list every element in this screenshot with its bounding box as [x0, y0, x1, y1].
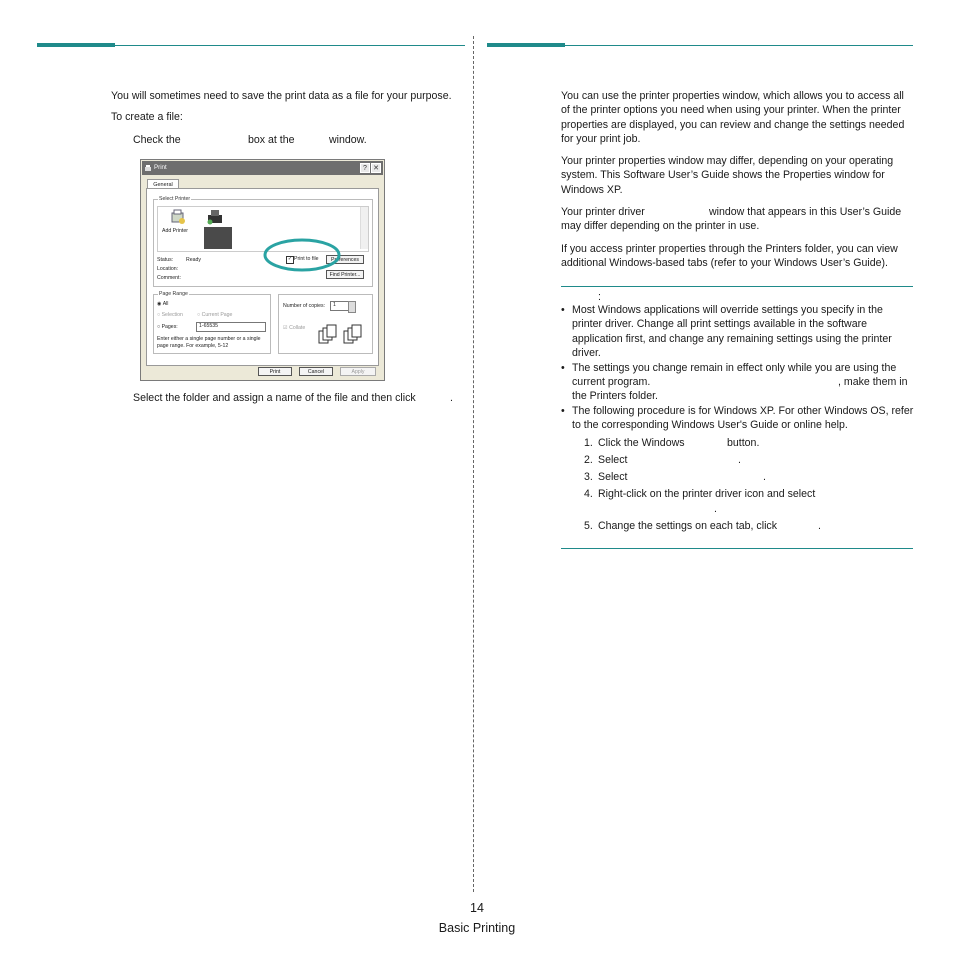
intro-text: You will sometimes need to save the print data as a file for your purpose. [111, 90, 452, 102]
selected-printer-tile[interactable] [204, 227, 232, 249]
radio-pages[interactable]: ○ Pages: [157, 324, 178, 330]
bullet-text: Most Windows applications will override settings you specify in the printer driver. Change all print settings available in the software application first, and change any remaining settings using the printer driver. [572, 304, 892, 359]
step-text-b: . [763, 471, 766, 483]
copies-label: Number of copies: [283, 303, 326, 309]
bullet-dot: • [561, 405, 565, 417]
right-header-accent [487, 43, 565, 47]
location-label: Location: [157, 266, 179, 272]
radio-current-page[interactable]: ○ Current Page [197, 312, 233, 318]
right-header-rule [565, 45, 913, 46]
step-number: 5. [584, 520, 593, 532]
bullet-dot: • [561, 362, 565, 374]
page-range-label: Page Range [159, 291, 188, 297]
step1-text-c: window. [329, 134, 367, 146]
radio-selection[interactable]: ○ Selection [157, 312, 183, 318]
step-text-b: . [714, 503, 717, 515]
step2-text-a: Select the folder and assign a name of the file and then click [133, 392, 416, 404]
general-panel [146, 188, 379, 366]
procedure-step-3 [584, 470, 766, 484]
note-bottom-rule [561, 548, 913, 549]
dialog-title: Print [154, 164, 167, 171]
preferences-button[interactable]: Preferences [326, 255, 364, 264]
copies-input[interactable]: 1 [330, 301, 350, 311]
step-number: 2. [584, 454, 593, 466]
print-button[interactable]: Print [258, 367, 292, 376]
highlight-ellipse [262, 236, 344, 274]
radio-all-label: All [162, 301, 169, 307]
help-button[interactable]: ? [360, 163, 370, 173]
pages-input[interactable]: 1-65535 [196, 322, 266, 332]
step-text-b: . [738, 454, 741, 466]
procedure-step-4 [584, 487, 816, 515]
step-text-a: Change the settings on each tab, click [598, 520, 778, 532]
collate-label: Collate [289, 325, 306, 331]
page-hint-2: page range. For example, 5-12 [157, 343, 229, 349]
dialog-titlebar [142, 161, 383, 175]
step-text-a: Click the Windows [598, 437, 685, 449]
copies-stepper[interactable] [348, 301, 356, 313]
apply-button[interactable]: Apply [340, 367, 376, 376]
driver-text-b: window that appears in this User’s Guide may differ depending on the printer in use. [561, 206, 902, 233]
printer-device-icon[interactable] [206, 209, 224, 225]
bullet-text: The following procedure is for Windows XP. For other Windows OS, refer to the corresponding Windows User's Guide or online help. [572, 405, 914, 432]
printers-folder-note: If you access printer properties through the Printers folder, you can view additional Windows-based tabs (refer to your Windows User’s Guide). [561, 243, 898, 270]
printer-list-scrollbar[interactable] [360, 207, 368, 249]
cancel-button[interactable]: Cancel [299, 367, 333, 376]
step-number: 1. [584, 437, 593, 449]
bullet-dot: • [561, 304, 565, 316]
step2-text-b: . [450, 392, 453, 404]
to-create-text: To create a file: [111, 111, 183, 123]
print-to-file-checkbox[interactable]: ✓ [287, 256, 293, 262]
printer-icon [144, 164, 152, 172]
step-number: 3. [584, 471, 593, 483]
driver-text-a: Your printer driver [561, 206, 645, 218]
add-printer-label: Add Printer [162, 228, 188, 234]
procedure-step-2 [584, 453, 741, 467]
step-number: 4. [584, 488, 593, 500]
page-hint-1: Enter either a single page number or a single [157, 336, 261, 342]
find-printer-button[interactable]: Find Printer... [326, 270, 364, 279]
tab-general[interactable]: General [147, 179, 179, 190]
status-value: Ready [186, 257, 201, 263]
left-header-rule [115, 45, 465, 46]
footer-section-title: Basic Printing [438, 921, 516, 935]
procedure-step-5 [584, 519, 821, 533]
radio-selection-label: Selection [161, 312, 183, 318]
copies-group [278, 294, 373, 354]
column-divider [473, 36, 474, 892]
close-icon[interactable]: ✕ [371, 163, 381, 173]
print-to-file-label: Print to file [294, 256, 319, 262]
properties-intro: You can use the printer properties window, which allows you to access all of the printer options you need when using your printer. When the printer properties are displayed, you can review and change the settings needed for your print job. [561, 90, 905, 145]
select-printer-label: Select Printer [159, 196, 191, 202]
radio-current-page-label: Current Page [201, 312, 233, 318]
note-colon: : [598, 291, 601, 303]
collate-pages-icon [317, 323, 369, 345]
status-label: Status: [157, 257, 174, 263]
step-text-a: Select [598, 471, 628, 483]
step1-text-a: Check the [133, 134, 181, 146]
bullet2-tail-b: the Printers folder. [572, 390, 658, 402]
step1-text-b: box at the [248, 134, 295, 146]
radio-pages-label: Pages: [161, 324, 178, 330]
note-top-rule [561, 286, 913, 287]
add-printer-icon[interactable] [170, 209, 186, 225]
step-text-b: . [818, 520, 821, 532]
collate-checkbox[interactable]: ☑ Collate [283, 325, 306, 331]
bullet-text: The settings you change remain in effect only while you are using the current program. [572, 362, 897, 389]
page-range-group [153, 291, 271, 354]
procedure-step-1 [584, 436, 760, 450]
bullet2-tail-a: , make them in [838, 376, 908, 388]
step-text-a: Select [598, 454, 628, 466]
page-number: 14 [470, 901, 484, 915]
properties-os-note: Your printer properties window may differ, depending on your operating system. This Software User’s Guide shows the Properties window for Windows XP. [561, 155, 894, 196]
comment-label: Comment: [157, 275, 181, 281]
radio-all[interactable]: ◉ All [157, 301, 169, 307]
left-header-accent [37, 43, 115, 47]
step-text-b: button. [727, 437, 760, 449]
step-text-a: Right-click on the printer driver icon and select [598, 488, 816, 500]
